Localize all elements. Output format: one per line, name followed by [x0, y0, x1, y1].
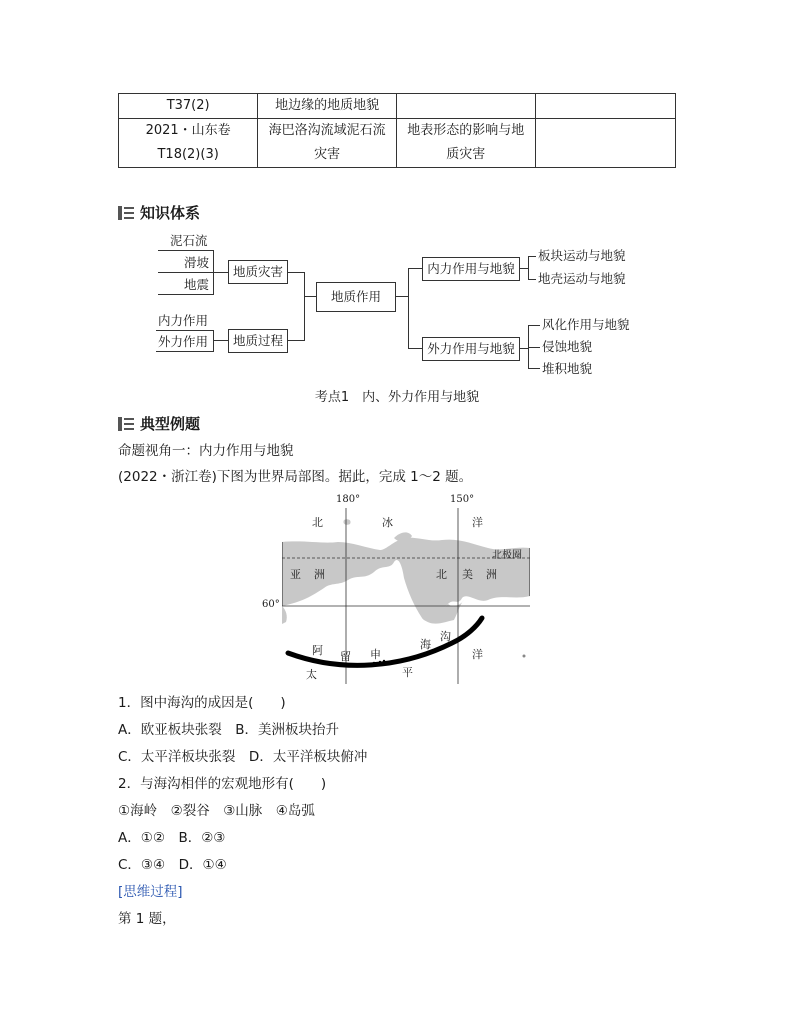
point-title: 考点1 内、外力作用与地貌: [314, 390, 480, 405]
cell-line: 地表形态的影响与地: [407, 123, 525, 138]
cell-line: T18(2)(3): [157, 147, 219, 162]
first-answer: 第 1 题，: [118, 911, 176, 927]
section-icon: [118, 417, 134, 431]
table-cell: 地边缘的地质地貌: [258, 94, 397, 119]
table-cell: [258, 119, 397, 168]
cell-line: 质灾害: [446, 147, 486, 162]
knowledge-heading: [118, 202, 200, 223]
center-box: 地质作用: [316, 282, 396, 312]
internal-item: 地壳运动与地貌: [538, 271, 626, 286]
q2-stem: 2．与海沟相伴的宏观地形有( ): [118, 776, 327, 792]
map-label: 海: [420, 638, 431, 651]
q1-options: C．太平洋板块张裂 D．太平洋板块俯冲: [118, 749, 368, 765]
external-item: 堆积地貌: [542, 361, 593, 376]
table-cell: [119, 119, 258, 168]
external-item: 风化作用与地貌: [542, 317, 630, 332]
example-heading: [118, 413, 200, 434]
disaster-box: 地质灾害: [228, 260, 288, 284]
map-label: 阿: [312, 644, 323, 657]
disaster-item: 地震: [184, 277, 210, 292]
example-heading-text: 典型例题: [140, 415, 201, 433]
q2-options: A．①② B．②③: [118, 830, 226, 846]
map-label: 洲: [486, 568, 497, 581]
q1-options: A．欧亚板块张裂 B．美洲板块抬升: [118, 722, 339, 738]
thinking-label: [思维过程]: [118, 884, 183, 900]
map-label: 留: [340, 650, 351, 663]
q1-stem: 1．图中海沟的成因是( ): [118, 695, 286, 711]
exam-table: [118, 93, 676, 168]
map-label: 申: [370, 648, 381, 661]
internal-box: 内力作用与地貌: [422, 257, 520, 281]
map-label: 北: [312, 516, 323, 529]
table-row: [119, 94, 676, 119]
map-label: 太: [306, 668, 317, 681]
lon-label: 150°: [450, 494, 475, 505]
process-item: 外力作用: [158, 334, 209, 349]
map-label: 亚: [290, 568, 301, 581]
q2-items: ①海岭 ②裂谷 ③山脉 ④岛弧: [118, 803, 315, 819]
map-label: 北: [436, 568, 447, 581]
map-label: 平: [402, 666, 413, 679]
lat-label: 60°: [262, 599, 280, 610]
process-box: 地质过程: [228, 329, 288, 353]
intro-text: (2022・浙江卷)下图为世界局部图。据此，完成 1～2 题。: [118, 469, 473, 485]
cell-line: 海巴洛沟流域泥石流: [268, 123, 386, 138]
map-label: 洋: [472, 648, 483, 661]
map-label: 美: [462, 568, 473, 581]
q2-options: C．③④ D．①④: [118, 857, 227, 873]
section-icon: [118, 206, 134, 220]
cell-line: 灾害: [314, 147, 341, 162]
lon-label: 180°: [336, 494, 361, 505]
arctic-circle-label: 北极圈: [492, 550, 522, 561]
map-label: 洋: [472, 516, 483, 529]
knowledge-heading-text: 知识体系: [140, 204, 201, 222]
disaster-item: 滑坡: [184, 255, 210, 270]
internal-item: 板块运动与地貌: [538, 248, 626, 263]
map-label: 洲: [314, 568, 325, 581]
external-item: 侵蚀地貌: [542, 339, 593, 354]
table-row: [119, 119, 676, 168]
external-box: 外力作用与地貌: [422, 337, 520, 361]
disaster-item: 泥石流: [170, 233, 208, 248]
table-cell: [535, 119, 675, 168]
table-cell: [396, 94, 535, 119]
angle-title: 命题视角一：内力作用与地貌: [118, 443, 294, 459]
process-item: 内力作用: [158, 313, 209, 328]
table-cell: [535, 94, 675, 119]
world-map: [282, 508, 530, 684]
table-cell: [396, 119, 535, 168]
table-cell: T37(2): [119, 94, 258, 119]
cell-line: 2021・山东卷: [145, 123, 231, 138]
map-label: 沟: [440, 630, 451, 643]
map-label: 冰: [382, 516, 393, 529]
